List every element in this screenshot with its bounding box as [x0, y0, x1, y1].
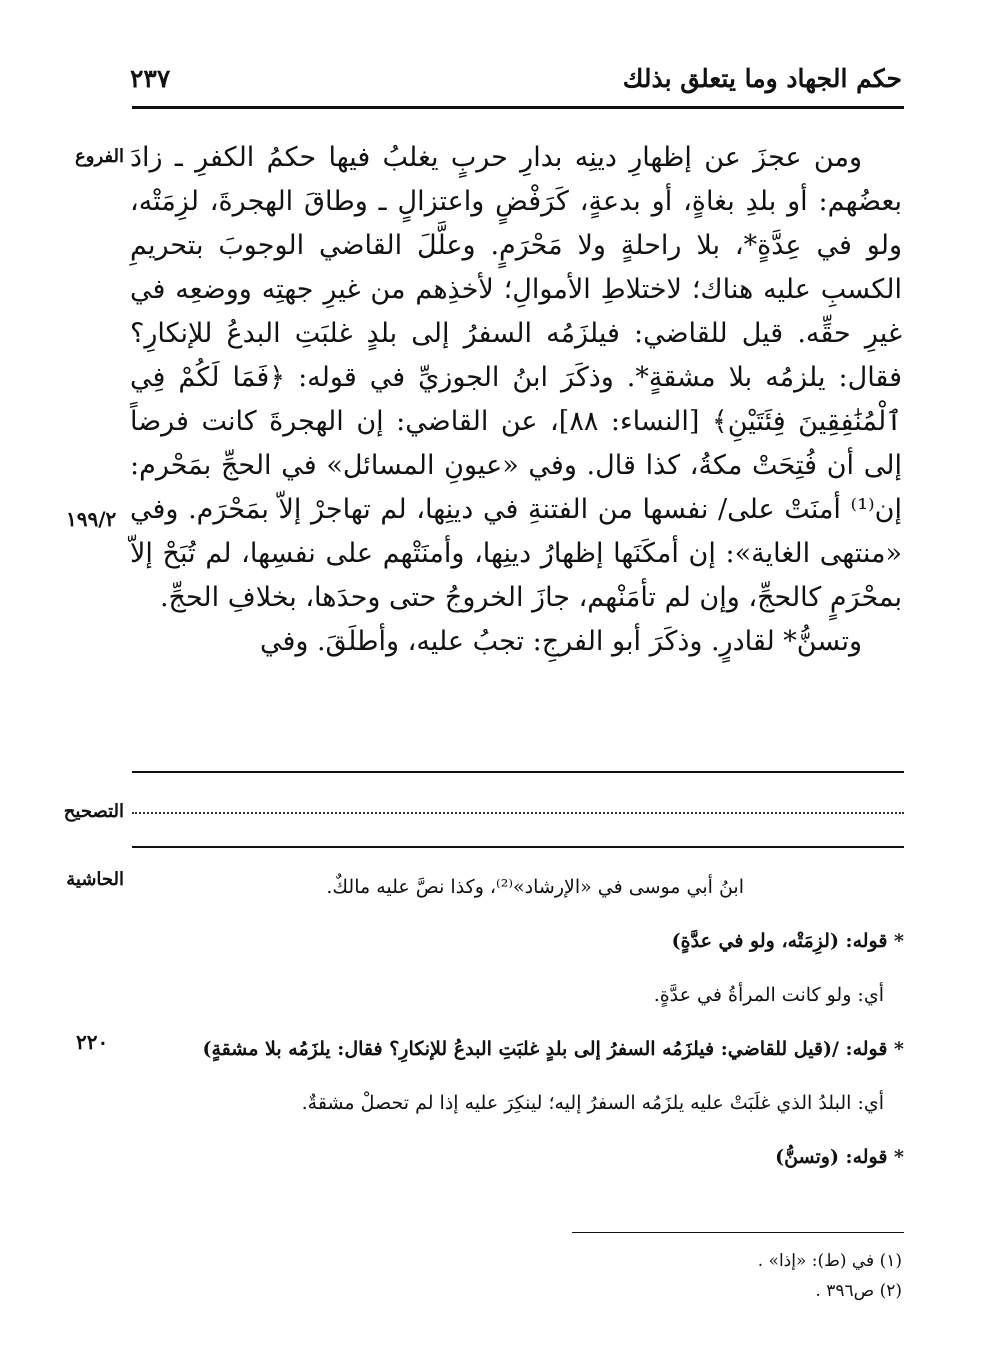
- margin-reference-main: ١٩٩/٢: [66, 507, 117, 531]
- commentary: [132, 872, 904, 1196]
- footnotes: [758, 1246, 902, 1306]
- page-number: ٢٣٧: [130, 64, 171, 93]
- section-rule: [132, 846, 904, 848]
- main-paragraph: وتسنُّ* لقادرٍ. وذكَرَ أبو الفرجِ: تجبُ عليه، وأطلَقَ. وفي: [259, 626, 862, 657]
- footnote: (٢) ص٣٩٦ .: [815, 1281, 902, 1301]
- main-paragraph: ومن عجزَ عن إظهارِ دينِه بدارِ حربٍ يغلبُ فيها حكمُ الكفرِ ـ زادَ بعضُهم: أو بلدِ بغاةٍ، أو بدعةٍ، كَرَفْضٍ واعتزالٍ ـ وطاقَ الهجرةَ، لزِمَتْه، ولو في عِدَّةٍ*، بلا راحلةٍ ولا مَحْرَمٍ. وعلَّلَ القاضي الوجوبَ بتحريمِ الكسبِ عليه هناك؛ لاختلاطِ الأموالِ؛ لأخذِهم من غيرِ جهتِه ووضعِه في غيرِ حقِّه. قيل للقاضي: فيلزَمُه السفرُ إلى بلدٍ غلبَتِ البدعُ للإنكارِ؟ فقال: يلزمُه بلا مشقةٍ*. وذكَرَ ابنُ الجوزيِّ في قوله: ﴿فَمَا لَكُمْ فِي ٱلْمُنَٰفِقِينَ فِئَتَيْنِ﴾ [النساء: ٨٨]، عن القاضي: إن الهجرةَ كانت فرضاً إلى أن فُتِحَتْ مكةُ، كذا قال. وفي «عيونِ المسائل» في الحجِّ بمَحْرم: إن⁽¹⁾ أمنَتْ على/ نفسها من الفتنةِ في دينِها، لم تهاجرْ إلاّ بمَحْرَم. وفي «منتهى الغاية»: إن أمكَنَها إظهارُ دينِها، وأمنَتْهم على نفسِها، لم تُبَحْ إلاّ بمحْرَمٍ كالحجِّ، وإن لم تأمَنْهم، جازَ الخروجُ حتى وحدَها، بخلافِ الحجِّ.: [130, 142, 902, 613]
- margin-label-furu: الفروع: [75, 146, 124, 167]
- commentary-line: ابنُ أبي موسى في «الإرشاد»⁽²⁾، وكذا نصَّ عليه مالكٌ.: [326, 876, 744, 898]
- footnote-rule: [572, 1232, 904, 1233]
- section-rule: [132, 771, 904, 773]
- commentary-explanation: أي: البلدُ الذي غلَبَتْ عليه يلزَمُه السفرُ إليه؛ لينكِرَ عليه إذا لم تحصلْ مشقةٌ.: [301, 1092, 884, 1114]
- header-rule: [132, 106, 904, 109]
- margin-reference-commentary: ٢٢٠: [76, 1030, 109, 1054]
- correction-dotted-line: [132, 812, 904, 814]
- commentary-entry-title: * قوله: /(قيل للقاضي: فيلزَمُه السفرُ إلى بلدٍ غلبَتِ البدعُ للإنكارِ؟ فقال: يلزَمُه بلا مشقةٍ): [202, 1038, 904, 1060]
- commentary-explanation: أي: ولو كانت المرأةُ في عدَّةٍ.: [653, 984, 884, 1006]
- footnote: (١) في (ط): «إذا» .: [757, 1251, 902, 1271]
- main-text: [130, 136, 902, 664]
- margin-label-tashih: التصحيح: [63, 801, 124, 822]
- commentary-entry-title: * قوله: (لزِمَتْه، ولو في عدَّةٍ): [671, 930, 904, 952]
- commentary-entry-title: * قوله: (وتسنُّ): [775, 1146, 904, 1168]
- margin-label-hashiya: الحاشية: [66, 869, 124, 890]
- running-title: حكم الجهاد وما يتعلق بذلك: [622, 64, 902, 93]
